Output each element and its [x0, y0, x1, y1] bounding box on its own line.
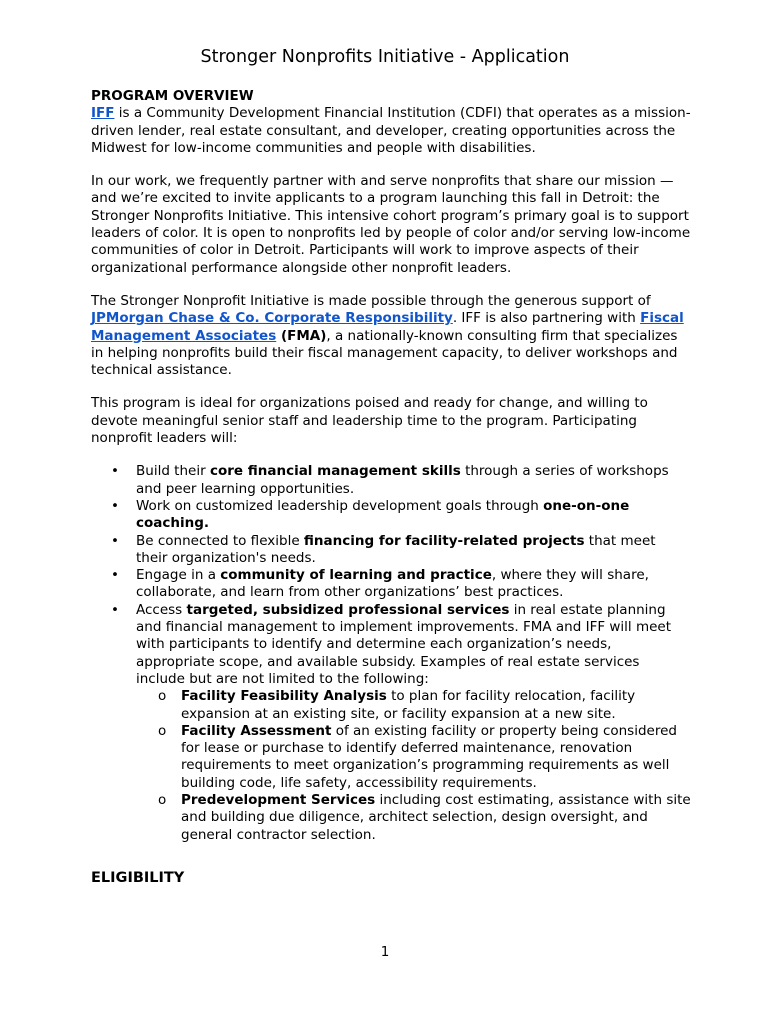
support-paragraph: [91, 293, 691, 379]
intro-text: is a Community Development Financial Institution (CDFI) that operates as a mission-driven lender, real estate consultant, and developer, creating opportunities across the Midwest for low-income communities and people with disabilities.: [91, 105, 691, 156]
support-text-2: . IFF is also partnering with: [452, 310, 641, 327]
benefits-list: [91, 463, 691, 844]
iff-link[interactable]: IFF: [91, 105, 115, 122]
list-item: • Access targeted, subsidized professional services in real estate planning and financial management to implement improvements. FMA and IFF will meet with participants to identify and determine each organization’s needs, appropriate scope, and available subsidy. Examples of real estate services include but are not limited to the following: o Facility Feasibility Analysis to plan for facility relocation, facility expansion at an existing site, or facility expansion at a new site. o Facility Assessment of an existing facility or property being considered for lease or purchase to identify deferred maintenance, renovation requirements to meet organization’s programming requirements as well building code, life safety, accessibility requirements. o Predevelopment Services including cost estimating, assistance with site and building due diligence, architect selection, design oversight, and general contractor selection.: [91, 602, 691, 844]
jpmorgan-link[interactable]: JPMorgan Chase & Co. Corporate Responsibility: [91, 310, 453, 327]
sub-list-item: o Facility Feasibility Analysis to plan for facility relocation, facility expansion at an existing site, or facility expansion at a new site.: [136, 688, 691, 723]
list-item: • Be connected to flexible financing for facility-related projects that meet their organization's needs.: [91, 533, 691, 568]
real-estate-services-list: [136, 688, 691, 844]
fma-abbrev: (FMA): [276, 327, 327, 344]
program-overview-heading: PROGRAM OVERVIEW: [91, 88, 254, 104]
sub-list-item: o Facility Assessment of an existing facility or property being considered for lease or purchase to identify deferred maintenance, renovation requirements to meet organization’s programming requirements as well building code, life safety, accessibility requirements.: [136, 723, 691, 792]
support-text-1: The Stronger Nonprofit Initiative is made possible through the generous support of: [91, 292, 651, 309]
page-title: Stronger Nonprofits Initiative - Application: [200, 47, 570, 67]
ideal-paragraph: This program is ideal for organizations poised and ready for change, and willing to devote meaningful senior staff and leadership time to the program. Participating nonprofit leaders will:: [91, 395, 648, 447]
eligibility-heading: ELIGIBILITY: [91, 869, 185, 886]
support-text-3: , a nationally-known consulting firm that specializes in helping nonprofits build their fiscal management capacity, to deliver workshops and technical assistance.: [91, 327, 678, 379]
intro-paragraph: [91, 105, 691, 157]
mission-paragraph: In our work, we frequently partner with and serve nonprofits that share our mission — and we’re excited to invite applicants to a program launching this fall in Detroit: the Stronger Nonprofits Initiative. This intensive cohort program’s primary goal is to support leaders of color. It is open to nonprofits led by people of color and/or serving low-income communities of color in Detroit. Participants will work to improve aspects of their organizational performance alongside other nonprofit leaders.: [91, 173, 691, 276]
page-number: 1: [380, 944, 390, 960]
list-item: • Work on customized leadership development goals through one-on-one coaching.: [91, 498, 691, 533]
sub-list-item: o Predevelopment Services including cost estimating, assistance with site and building due diligence, architect selection, design oversight, and general contractor selection.: [136, 792, 691, 844]
fma-link[interactable]: Fiscal Management Associates: [91, 310, 684, 344]
list-item: • Engage in a community of learning and practice, where they will share, collaborate, and learn from other organizations’ best practices.: [91, 567, 691, 602]
document-body: [91, 88, 691, 887]
list-item: • Build their core financial management skills through a series of workshops and peer learning opportunities.: [91, 463, 691, 498]
